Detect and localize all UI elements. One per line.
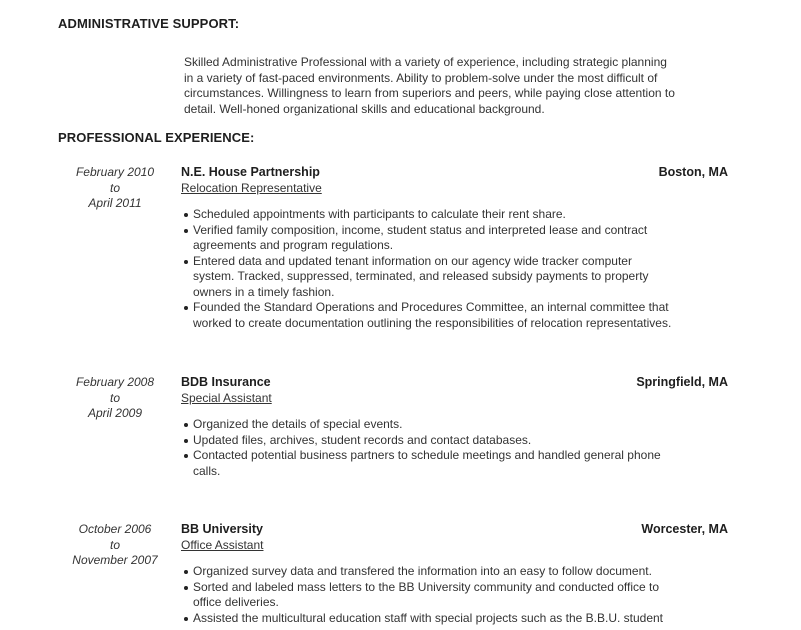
- job-bullet: [184, 433, 744, 449]
- job-employer: BDB Insurance: [181, 375, 271, 389]
- job-bullet: [184, 300, 744, 331]
- bullet-text-line: system. Tracked, suppressed, terminated, and released subsidy payments to property: [193, 269, 649, 283]
- bullet-text-line: Scheduled appointments with participants to calculate their rent share.: [193, 207, 566, 221]
- date-start: February 2010: [75, 165, 155, 179]
- date-separator: to: [109, 180, 120, 195]
- job-location: Springfield, MA: [636, 375, 728, 389]
- bullet-text-line: Verified family composition, income, student status and interpreted lease and contract: [193, 222, 648, 237]
- bullet-text-line: Organized the details of special events.: [193, 417, 403, 431]
- bullet-icon: [184, 213, 188, 217]
- job-bullet: [184, 580, 744, 611]
- bullet-icon: [184, 306, 188, 310]
- job-bullet: [184, 254, 744, 301]
- date-end: April 2009: [87, 406, 143, 420]
- job-bullet: [184, 564, 744, 580]
- date-end: April 2011: [88, 196, 142, 210]
- date-start: October 2006: [78, 522, 152, 536]
- summary-line: Skilled Administrative Professional with a variety of experience, including strategic planning: [184, 55, 667, 69]
- bullet-text-line: office deliveries.: [193, 595, 279, 609]
- bullet-text-line: Assisted the multicultural education staff with special projects such as the B.B.U. student: [193, 610, 664, 625]
- bullet-text-line: Sorted and labeled mass letters to the BB University community and conducted office to: [193, 579, 660, 594]
- job-title: Special Assistant: [181, 391, 272, 405]
- job-bullet-list: [184, 417, 744, 479]
- bullet-text-line: Entered data and updated tenant information on our agency wide tracker computer: [193, 253, 632, 268]
- administrative-summary: [184, 55, 744, 117]
- job-dates: [55, 522, 175, 569]
- bullet-icon: [184, 454, 188, 458]
- summary-line: detail. Well-honed organizational skills and educational background.: [184, 101, 545, 116]
- bullet-icon: [184, 586, 188, 590]
- job-bullet: [184, 448, 744, 479]
- bullet-text-line: Organized survey data and transfered the information into an easy to follow document.: [193, 564, 652, 578]
- job-employer: BB University: [181, 522, 263, 536]
- job-bullet: [184, 223, 744, 254]
- bullet-text-line: Updated files, archives, student records and contact databases.: [193, 432, 532, 447]
- bullet-icon: [184, 439, 188, 443]
- date-start: February 2008: [75, 375, 155, 389]
- summary-line: circumstances. Willingness to learn from superiors and peers, while paying close attention to: [184, 86, 675, 100]
- job-location: Boston, MA: [658, 165, 728, 179]
- job-bullet: [184, 207, 744, 223]
- job-title: Office Assistant: [181, 538, 264, 552]
- job-bullet: [184, 611, 744, 627]
- date-separator: to: [109, 537, 120, 552]
- job-employer: N.E. House Partnership: [181, 165, 320, 179]
- section-heading-professional-experience: PROFESSIONAL EXPERIENCE:: [58, 130, 255, 145]
- date-separator: to: [109, 390, 120, 405]
- bullet-icon: [184, 260, 188, 264]
- bullet-text-line: worked to create documentation outlining the responsibilities of relocation representatives.: [193, 315, 672, 330]
- bullet-text-line: Contacted potential business partners to schedule meetings and handled general phone: [193, 448, 661, 462]
- job-bullet: [184, 417, 744, 433]
- date-end: November 2007: [72, 553, 158, 567]
- bullet-text-line: agreements and program regulations.: [193, 238, 394, 252]
- bullet-text-line: Founded the Standard Operations and Procedures Committee, an internal committee that: [193, 300, 669, 314]
- bullet-icon: [184, 617, 188, 621]
- summary-line: in a variety of fast-paced environments. Ability to problem-solve under the most difficult of: [184, 70, 658, 85]
- bullet-text-line: calls.: [193, 463, 221, 478]
- job-dates: [55, 165, 175, 212]
- bullet-icon: [184, 570, 188, 574]
- job-location: Worcester, MA: [641, 522, 728, 536]
- job-title: Relocation Representative: [181, 181, 322, 195]
- job-dates: [55, 375, 175, 422]
- section-heading-administrative-support: ADMINISTRATIVE SUPPORT:: [58, 16, 240, 31]
- job-bullet-list: [184, 564, 744, 626]
- bullet-text-line: owners in a timely fashion.: [193, 284, 335, 299]
- bullet-icon: [184, 229, 188, 233]
- bullet-icon: [184, 423, 188, 427]
- job-bullet-list: [184, 207, 744, 331]
